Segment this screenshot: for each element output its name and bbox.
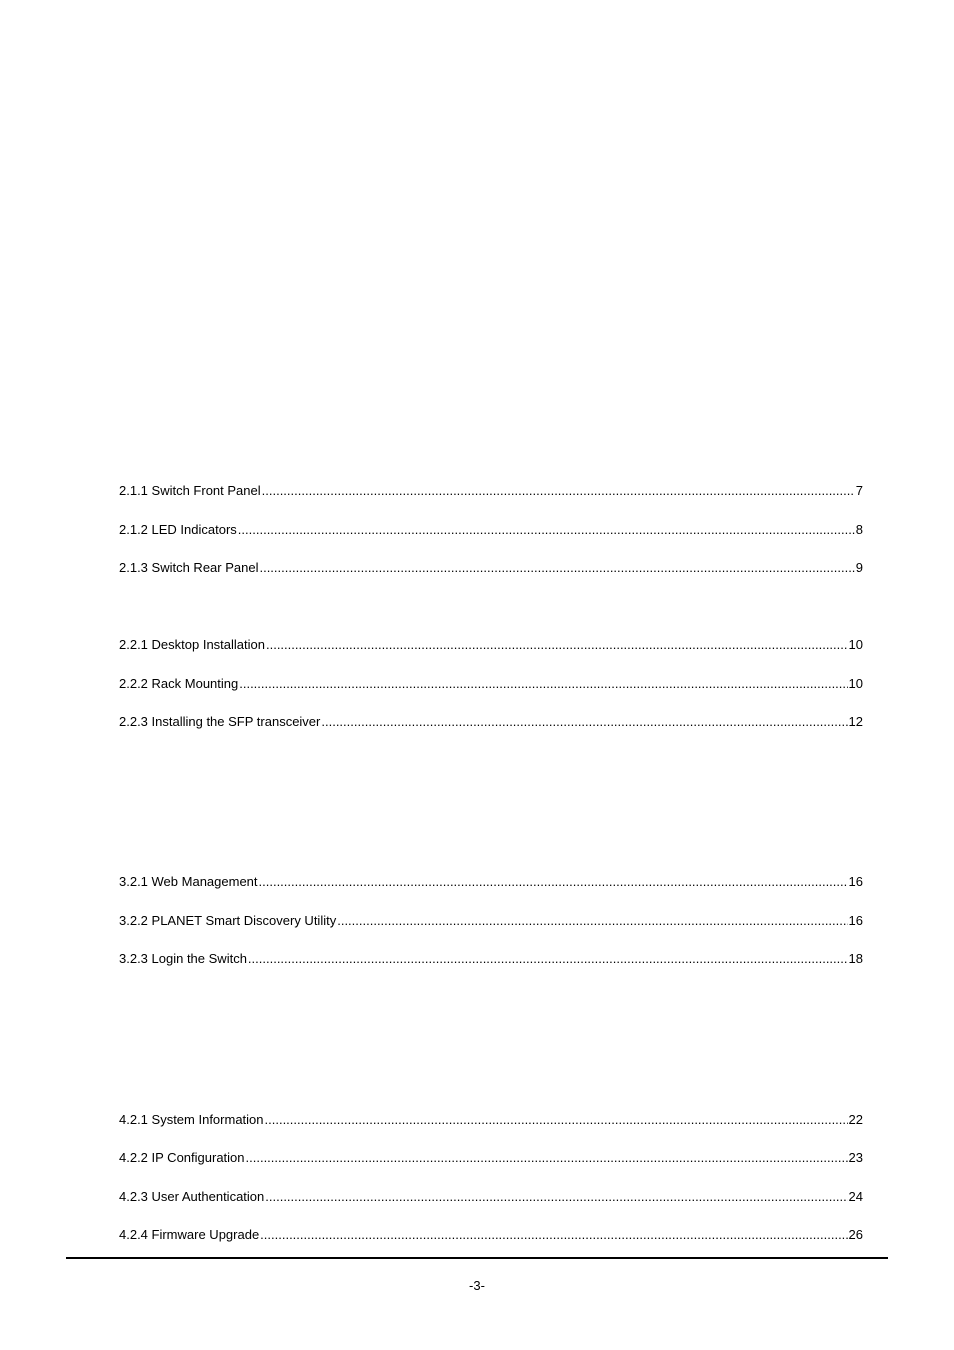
footer-divider	[66, 1257, 888, 1259]
toc-entry-2-1-2[interactable]	[119, 522, 863, 538]
toc-dot-leader	[248, 951, 848, 967]
page-number: -3-	[469, 1278, 485, 1293]
toc-entry-page: 12	[848, 714, 863, 729]
toc-entry-4-2-3[interactable]	[119, 1189, 863, 1205]
toc-entry-2-2-2[interactable]	[119, 676, 863, 692]
toc-dot-leader	[259, 560, 854, 576]
toc-entry-page: 8	[855, 522, 863, 537]
toc-entry-4-2-2[interactable]	[119, 1150, 863, 1166]
toc-entry-label: 2.2.2 Rack Mounting	[119, 676, 239, 691]
toc-entry-page: 24	[848, 1189, 863, 1204]
toc-dot-leader	[238, 522, 855, 538]
toc-entry-2-2-3[interactable]	[119, 714, 863, 730]
toc-entry-page: 18	[848, 951, 863, 966]
toc-entry-label: 4.2.4 Firmware Upgrade	[119, 1227, 260, 1242]
toc-entry-page: 16	[848, 874, 863, 889]
toc-entry-label: 2.2.1 Desktop Installation	[119, 637, 265, 652]
toc-entry-page: 22	[848, 1112, 863, 1127]
toc-entry-label: 2.1.3 Switch Rear Panel	[119, 560, 259, 575]
toc-entry-label: 3.2.3 Login the Switch	[119, 951, 247, 966]
toc-dot-leader	[246, 1150, 848, 1166]
toc-entry-page: 7	[855, 483, 863, 498]
toc-dot-leader	[259, 874, 848, 890]
toc-entry-2-1-1[interactable]	[119, 483, 863, 499]
toc-entry-label: 4.2.1 System Information	[119, 1112, 264, 1127]
toc-entry-3-2-1[interactable]	[119, 874, 863, 890]
toc-entry-label: 3.2.2 PLANET Smart Discovery Utility	[119, 913, 337, 928]
toc-dot-leader	[321, 714, 847, 730]
toc-entry-2-2-1[interactable]	[119, 637, 863, 653]
toc-entry-page: 9	[855, 560, 863, 575]
toc-entry-label: 4.2.3 User Authentication	[119, 1189, 265, 1204]
toc-entry-4-2-4[interactable]	[119, 1227, 863, 1243]
toc-entry-4-2-1[interactable]	[119, 1112, 863, 1128]
toc-entry-label: 2.1.2 LED Indicators	[119, 522, 237, 537]
toc-entry-page: 26	[848, 1227, 863, 1242]
toc-entry-label: 2.2.3 Installing the SFP transceiver	[119, 714, 321, 729]
toc-dot-leader	[265, 1112, 848, 1128]
toc-entry-label: 3.2.1 Web Management	[119, 874, 258, 889]
toc-entry-page: 16	[848, 913, 863, 928]
toc-dot-leader	[337, 913, 847, 929]
toc-dot-leader	[262, 483, 855, 499]
toc-dot-leader	[239, 676, 847, 692]
toc-entry-page: 10	[848, 676, 863, 691]
toc-dot-leader	[260, 1227, 847, 1243]
table-of-contents	[119, 0, 863, 1350]
toc-dot-leader	[265, 1189, 847, 1205]
toc-entry-3-2-3[interactable]	[119, 951, 863, 967]
toc-entry-page: 10	[848, 637, 863, 652]
toc-entry-label: 4.2.2 IP Configuration	[119, 1150, 245, 1165]
toc-entry-3-2-2[interactable]	[119, 913, 863, 929]
toc-entry-2-1-3[interactable]	[119, 560, 863, 576]
toc-entry-page: 23	[848, 1150, 863, 1165]
toc-entry-label: 2.1.1 Switch Front Panel	[119, 483, 261, 498]
toc-dot-leader	[266, 637, 848, 653]
